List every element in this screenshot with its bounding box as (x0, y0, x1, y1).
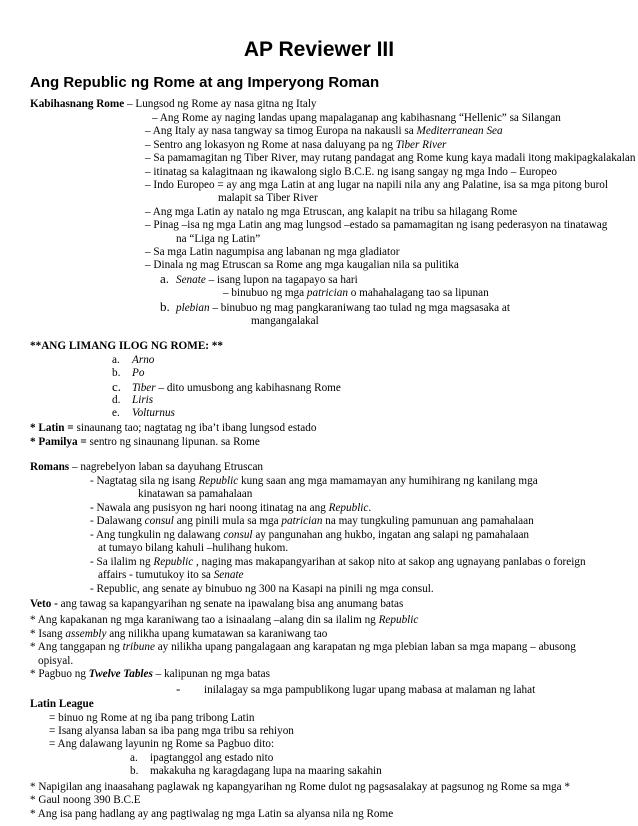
kabihasnang-line-6: – itinatag sa kalagitnaan ng ikawalong siglo B.C.E. ng isang sangay ng mga Indo – Europeo (145, 166, 557, 178)
river-item: b. Po (112, 367, 145, 379)
term-kabihasnang: Kabihasnang Rome (30, 98, 125, 110)
river-item: c. Tiber – dito umusbong ang kabihasnang Rome (112, 379, 341, 394)
romans-line-7: at tumayo bilang kahuli –hulihang hukom. (98, 542, 289, 554)
romans-line-1: Romans – nagrebelyon laban sa dayuhang Etruscan (30, 461, 264, 473)
romans-line-10: - Republic, ang senate ay binubuo ng 300 na Kasapi na pinili ng mga consul. (90, 583, 434, 595)
bullet-4-sub: - inilalagay sa mga pampublikong lugar upang mabasa at malaman ng lahat (176, 681, 536, 696)
definition-latin: * Latin = sinaunang tao; nagtatag ng iba’t ibang lungsod estado (30, 422, 317, 434)
closing-line-2: * Gaul noong 390 B.C.E (30, 794, 141, 806)
latin-league-line-1: = binuo ng Rome at ng iba pang tribong Latin (49, 712, 255, 724)
kabihasnang-line-5: – Sa pamamagitan ng Tiber River, may rutang pandagat ang Rome kung kaya madali itong makipagkalakalan (145, 152, 636, 164)
romans-line-6: - Ang tungkulin ng dalawang consul ay pangunahan ang hukbo, ingatan ang salapi ng pamahalaan (90, 529, 530, 541)
kabihasnang-line-8: malapit sa Tiber River (218, 192, 318, 204)
document-title: AP Reviewer III (243, 38, 395, 61)
definition-pamilya: * Pamilya = sentro ng sinaunang lipunan. sa Rome (30, 436, 260, 448)
closing-line-3: * Ang isa pang hadlang ay ang pagtiwalag ng mga Latin sa alyansa nila ng Rome (30, 808, 394, 820)
kabihasnang-line-2: – Ang Rome ay naging landas upang mapalaganap ang kabihasnang “Hellenic” sa Silangan (152, 112, 561, 124)
latin-league-line-3: = Ang dalawang layunin ng Rome sa Pagbuo dito: (49, 738, 275, 750)
latin-league-heading: Latin League (30, 698, 94, 710)
kabihasnang-line-12: – Sa mga Latin nagumpisa ang labanan ng mga gladiator (145, 246, 400, 258)
bullet-1: * Ang kapakanan ng mga karaniwang tao a isinaalang –alang din sa ilalim ng Republic (30, 614, 419, 626)
kabihasnang-line-11: na “Liga ng Latin” (176, 233, 261, 245)
romans-line-2: - Nagtatag sila ng isang Republic kung saan ang mga mamamayan any humihirang ng kanilang mga (90, 475, 538, 487)
river-item: a. Arno (112, 354, 155, 366)
section-heading: Ang Republic ng Rome at ang Imperyong Roman (30, 74, 380, 91)
bullet-2: * Isang assembly ang nilikha upang kumatawan sa karaniwang tao (30, 628, 328, 640)
romans-line-3: kinatawan sa pamahalaan (138, 488, 253, 500)
kabihasnang-line-1: Kabihasnang Rome – Lungsod ng Rome ay nasa gitna ng Italy (30, 98, 317, 110)
plebian-item: b. plebian – binubuo ng mag pangkaraniwang tao tulad ng mga magsasaka at (160, 299, 510, 314)
kabihasnang-line-10: – Pinag –isa ng mga Latin ang mag lungsod –estado sa pamamagitan ng isang pederasyon na tinatawag (145, 219, 608, 231)
romans-line-9: affairs - tumutukoy ito sa Senate (98, 569, 244, 581)
romans-line-8: - Sa ilalim ng Republic , naging mas makapangyarihan at sakop nito at sakop ang ugnayang panlabas o foreign (90, 556, 586, 568)
latin-league-aim-b: b. makakuha ng karagdagang lupa na maaring sakahin (130, 765, 382, 777)
latin-league-line-2: = Isang alyansa laban sa iba pang mga tribu sa rehiyon (49, 725, 294, 737)
kabihasnang-line-13: – Dinala ng mag Etruscan sa Rome ang mga kaugalian nila sa pulitika (145, 259, 459, 271)
romans-line-5: - Dalawang consul ang pinili mula sa mga patrician na may tungkuling pamunuan ang pamahalaan (90, 515, 534, 527)
bullet-3: * Ang tanggapan ng tribune ay nilikha upang pangalagaan ang karapatan ng mga plebian laban sa mga mapang – abusong (30, 641, 576, 653)
latin-league-aim-a: a. ipagtanggol ang estado nito (130, 752, 274, 764)
plebian-item-cont: mangangalakal (251, 315, 319, 327)
river-item: d. Liris (112, 394, 154, 406)
river-item: e. Volturnus (112, 407, 175, 419)
kabihasnang-line-9: – Ang mga Latin ay natalo ng mga Etruscan, ang kalapit na tribu sa hilagang Rome (145, 206, 518, 218)
kabihasnang-line-7: – Indo Europeo = ay ang mga Latin at ang lugar na napili nila any ang Palatine, isa sa mga pitong burol (145, 179, 609, 191)
closing-line-1: * Napigilan ang inaasahang paglawak ng kapangyarihan ng Rome dulot ng pagsasalakay at pagsunog ng Rome sa mga * (30, 781, 570, 793)
senate-item-cont: – binubuo ng mga patrician o mahahalagang tao sa lipunan (223, 287, 489, 299)
rivers-heading: **ANG LIMANG ILOG NG ROME: ** (30, 340, 223, 352)
kabihasnang-line-4: – Sentro ang lokasyon ng Rome at nasa daluyang pa ng Tiber River (145, 139, 447, 151)
bullet-4: * Pagbuo ng Twelve Tables – kalipunan ng mga batas (30, 668, 270, 680)
kabihasnang-line-3: – Ang Italy ay nasa tangway sa timog Europa na nakausli sa Mediterranean Sea (145, 125, 503, 137)
veto-definition: Veto - ang tawag sa kapangyarihan ng senate na ipawalang bisa ang anumang batas (30, 598, 404, 610)
bullet-3-cont: opisyal. (38, 655, 74, 667)
romans-line-4: - Nawala ang pusisyon ng hari noong itinatag na ang Republic. (90, 502, 372, 514)
senate-item: a. Senate – isang lupon na tagapayo sa hari (160, 271, 358, 286)
